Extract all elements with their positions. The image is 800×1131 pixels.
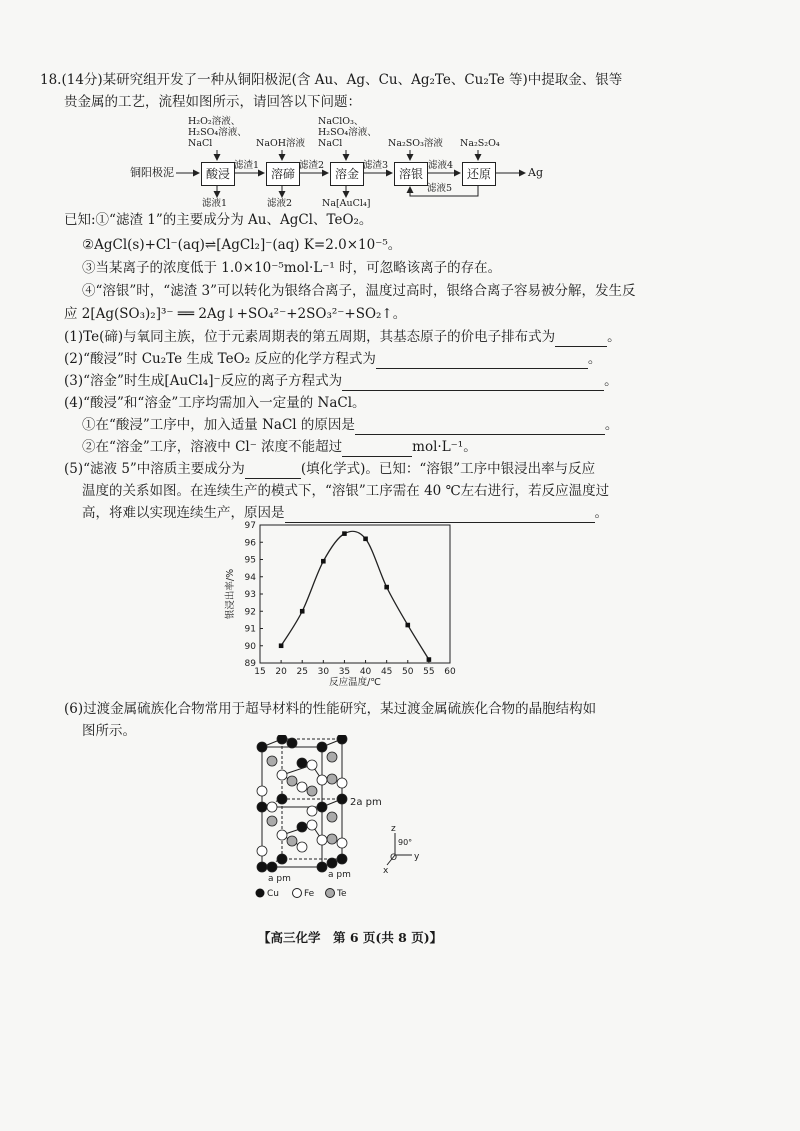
fe-atom bbox=[307, 806, 317, 816]
y-tick-label: 90 bbox=[244, 641, 256, 652]
answer-blank-4b[interactable] bbox=[342, 442, 412, 457]
cu-atom bbox=[277, 794, 287, 804]
down-label-2: 滤液2 bbox=[267, 198, 293, 209]
te-atom bbox=[267, 756, 277, 766]
known-2: ②AgCl(s)+Cl⁻(aq)⇌[AgCl₂]⁻(aq) K=2.0×10⁻⁵。 bbox=[82, 237, 402, 253]
subquestion-4: (4)“酸浸”和“溶金”工序均需加入一定量的 NaCl。 bbox=[64, 395, 366, 411]
page-footer: 【高三化学 第 6 页(共 8 页)】 bbox=[258, 930, 443, 945]
silver-leach-rate-chart bbox=[220, 515, 470, 687]
legend-cu-dot bbox=[256, 889, 265, 898]
fe-atom bbox=[257, 846, 267, 856]
reagent-acid-leach-2: H₂SO₄溶液、 bbox=[188, 127, 247, 138]
subquestion-5a bbox=[64, 459, 595, 479]
fe-atom bbox=[277, 830, 287, 840]
cu-atom bbox=[337, 735, 347, 744]
down-label-3: Na[AuCl₄] bbox=[322, 198, 371, 209]
step-acid-leach: 酸浸 bbox=[201, 162, 235, 186]
fe-atom bbox=[267, 802, 277, 812]
te-atom bbox=[287, 836, 297, 846]
cu-atom bbox=[317, 862, 327, 872]
subquestion-4b-unit: mol·L⁻¹。 bbox=[412, 439, 477, 455]
fe-atom bbox=[297, 842, 307, 852]
cu-atom bbox=[267, 862, 277, 872]
data-point bbox=[321, 559, 326, 564]
question-intro-line1: 18.(14分)某研究组开发了一种从铜阳极泥(含 Au、Ag、Cu、Ag₂Te、Cu₂Te 等)中提取金、银等 bbox=[40, 72, 623, 88]
answer-blank-4a[interactable] bbox=[355, 420, 605, 435]
fe-atom bbox=[307, 820, 317, 830]
flow-product: Ag bbox=[528, 166, 543, 179]
height-label: 2a pm bbox=[350, 797, 382, 808]
y-tick-label: 95 bbox=[244, 555, 256, 566]
cu-atom bbox=[277, 854, 287, 864]
cu-atom bbox=[327, 858, 337, 868]
step-te-dissolve: 溶碲 bbox=[266, 162, 300, 186]
data-point bbox=[427, 657, 432, 662]
chart-x-label: 反应温度/℃ bbox=[329, 677, 381, 687]
flow-start-label: 铜阳极泥 bbox=[130, 166, 174, 179]
te-atom bbox=[327, 774, 337, 784]
subquestion-1-text: (1)Te(碲)与氧同主族，位于元素周期表的第五周期，其基态原子的价电子排布式为 bbox=[64, 329, 556, 345]
subquestion-4b-text: ②在“溶金”工序，溶液中 Cl⁻ 浓度不能超过 bbox=[82, 439, 343, 455]
legend-te-dot bbox=[326, 889, 335, 898]
base-label-1: a pm bbox=[268, 874, 291, 884]
axis-x: x bbox=[383, 866, 389, 876]
x-tick-label: 55 bbox=[423, 667, 435, 677]
subquestion-5a-post: (填化学式)。已知：“溶银”工序中银浸出率与反应 bbox=[300, 461, 596, 477]
period-5: 。 bbox=[594, 505, 608, 521]
cu-atom bbox=[317, 742, 327, 752]
down-label-1: 滤液1 bbox=[202, 198, 228, 209]
cu-atom bbox=[297, 822, 307, 832]
data-point bbox=[342, 531, 347, 536]
subquestion-5c-text: 高，将难以实现连续生产，原因是 bbox=[82, 505, 285, 521]
chart-curve bbox=[281, 531, 429, 659]
subquestion-3 bbox=[64, 371, 618, 391]
answer-blank-5a[interactable] bbox=[245, 464, 301, 479]
y-tick-label: 92 bbox=[244, 607, 256, 618]
y-tick-label: 91 bbox=[244, 624, 256, 635]
step-au-dissolve: 溶金 bbox=[330, 162, 364, 186]
te-atom bbox=[267, 816, 277, 826]
subquestion-6a: (6)过渡金属硫族化合物常用于超导材料的性能研究，某过渡金属硫族化合物的晶胞结构如 bbox=[64, 701, 597, 717]
x-tick-label: 50 bbox=[402, 667, 414, 677]
axis-origin: O bbox=[390, 853, 398, 863]
cu-atom bbox=[257, 862, 267, 872]
subquestion-5b: 温度的关系如图。在连续生产的模式下，“溶银”工序需在 40 ℃左右进行，若反应温度过 bbox=[82, 483, 610, 499]
reagent-au-dissolve-3: NaCl bbox=[318, 138, 343, 149]
fe-atom bbox=[297, 782, 307, 792]
chart-frame bbox=[260, 525, 450, 663]
subquestion-2 bbox=[64, 349, 601, 369]
legend-cu: Cu bbox=[267, 889, 279, 899]
te-atom bbox=[287, 776, 297, 786]
cu-atom bbox=[257, 802, 267, 812]
data-point bbox=[363, 537, 368, 542]
x-tick-label: 20 bbox=[275, 667, 287, 677]
x-tick-label: 15 bbox=[254, 667, 266, 677]
subquestion-1 bbox=[64, 327, 621, 347]
recycle-label: 滤液5 bbox=[427, 183, 453, 194]
fe-atom bbox=[337, 778, 347, 788]
fe-atom bbox=[317, 775, 327, 785]
cu-atom bbox=[287, 738, 297, 748]
subquestion-4b bbox=[82, 437, 477, 457]
known-4a: ④“溶银”时，“滤渣 3”可以转化为银络合离子，温度过高时，银络合离子容易被分解，发生反 bbox=[82, 283, 636, 299]
forward-label-2: 滤渣2 bbox=[299, 160, 325, 171]
data-point bbox=[405, 623, 410, 628]
period-1: 。 bbox=[607, 329, 621, 345]
period-4a: 。 bbox=[604, 417, 619, 433]
step-reduction: 还原 bbox=[462, 162, 496, 186]
angle-label: 90° bbox=[398, 838, 413, 847]
x-tick-label: 25 bbox=[296, 667, 308, 677]
x-tick-label: 60 bbox=[444, 667, 456, 677]
base-label-2: a pm bbox=[328, 870, 351, 880]
legend-fe: Fe bbox=[304, 889, 315, 899]
legend-te: Te bbox=[337, 889, 347, 899]
known-4b: 应 2[Ag(SO₃)₂]³⁻ ══ 2Ag↓+SO₄²⁻+2SO₃²⁻+SO₂↑。 bbox=[64, 306, 407, 322]
fe-atom bbox=[337, 838, 347, 848]
cu-atom bbox=[317, 802, 327, 812]
known-1: 已知:①“滤渣 1”的主要成分为 Au、AgCl、TeO₂。 bbox=[64, 212, 373, 228]
answer-blank-1[interactable] bbox=[555, 332, 607, 347]
fe-atom bbox=[277, 770, 287, 780]
atom-legend bbox=[256, 889, 347, 900]
y-tick-label: 93 bbox=[244, 590, 256, 600]
axis-z: z bbox=[391, 824, 396, 834]
forward-label-1: 滤渣1 bbox=[234, 160, 260, 171]
x-tick-label: 30 bbox=[317, 667, 330, 677]
cu-atom bbox=[297, 758, 307, 768]
data-point bbox=[384, 585, 389, 590]
y-tick-label: 96 bbox=[244, 538, 256, 549]
answer-blank-2[interactable] bbox=[376, 354, 588, 369]
te-atom bbox=[327, 752, 337, 762]
cu-atom bbox=[257, 742, 267, 752]
te-atom bbox=[327, 834, 337, 844]
fe-atom bbox=[317, 835, 327, 845]
reagent-te-dissolve: NaOH溶液 bbox=[256, 138, 306, 149]
subquestion-5a-text: (5)“滤液 5”中溶质主要成分为 bbox=[64, 461, 245, 477]
flow-arrows bbox=[0, 0, 800, 220]
axis-y: y bbox=[414, 852, 420, 862]
reagent-au-dissolve-1: NaClO₃、 bbox=[318, 116, 364, 127]
legend-fe-dot bbox=[293, 889, 302, 898]
chart-y-label: 银浸出率/% bbox=[225, 568, 236, 620]
data-point bbox=[279, 643, 284, 648]
fe-atom bbox=[257, 786, 267, 796]
forward-label-3: 滤渣3 bbox=[363, 160, 389, 171]
cu-atom bbox=[337, 794, 347, 804]
crystal-cell-diagram bbox=[240, 735, 470, 905]
subquestion-4a bbox=[82, 415, 618, 435]
reagent-ag-dissolve: Na₂SO₃溶液 bbox=[388, 138, 443, 149]
subquestion-6b: 图所示。 bbox=[82, 723, 136, 739]
reagent-acid-leach-1: H₂O₂溶液、 bbox=[188, 116, 241, 127]
te-atom bbox=[307, 786, 317, 796]
fe-atom bbox=[307, 760, 317, 770]
x-tick-label: 35 bbox=[338, 667, 351, 677]
reagent-au-dissolve-2: H₂SO₄溶液、 bbox=[318, 127, 377, 138]
x-tick-label: 45 bbox=[380, 667, 393, 677]
subquestion-2-text: (2)“酸浸”时 Cu₂Te 生成 TeO₂ 反应的化学方程式为 bbox=[64, 351, 376, 367]
reagent-reduction: Na₂S₂O₄ bbox=[460, 138, 500, 149]
known-3: ③当某离子的浓度低于 1.0×10⁻⁵mol·L⁻¹ 时，可忽略该离子的存在。 bbox=[82, 260, 502, 276]
y-tick-label: 89 bbox=[244, 659, 256, 669]
data-point bbox=[300, 609, 305, 614]
subquestion-4a-text: ①在“酸浸”工序中，加入适量 NaCl 的原因是 bbox=[82, 417, 355, 433]
cu-atom bbox=[277, 735, 287, 744]
x-tick-label: 40 bbox=[359, 667, 372, 677]
reagent-acid-leach-3: NaCl bbox=[188, 138, 213, 149]
answer-blank-3[interactable] bbox=[342, 376, 604, 391]
period-3: 。 bbox=[604, 373, 618, 389]
forward-label-4: 滤液4 bbox=[428, 160, 454, 171]
y-tick-label: 97 bbox=[244, 521, 256, 531]
period-2: 。 bbox=[587, 351, 602, 367]
subquestion-3-text: (3)“溶金”时生成[AuCl₄]⁻反应的离子方程式为 bbox=[64, 373, 343, 389]
question-intro-line2: 贵金属的工艺，流程如图所示，请回答以下问题： bbox=[64, 94, 361, 110]
te-atom bbox=[327, 812, 337, 822]
y-tick-label: 94 bbox=[244, 572, 256, 583]
step-ag-dissolve: 溶银 bbox=[394, 162, 428, 186]
cu-atom bbox=[337, 854, 347, 864]
